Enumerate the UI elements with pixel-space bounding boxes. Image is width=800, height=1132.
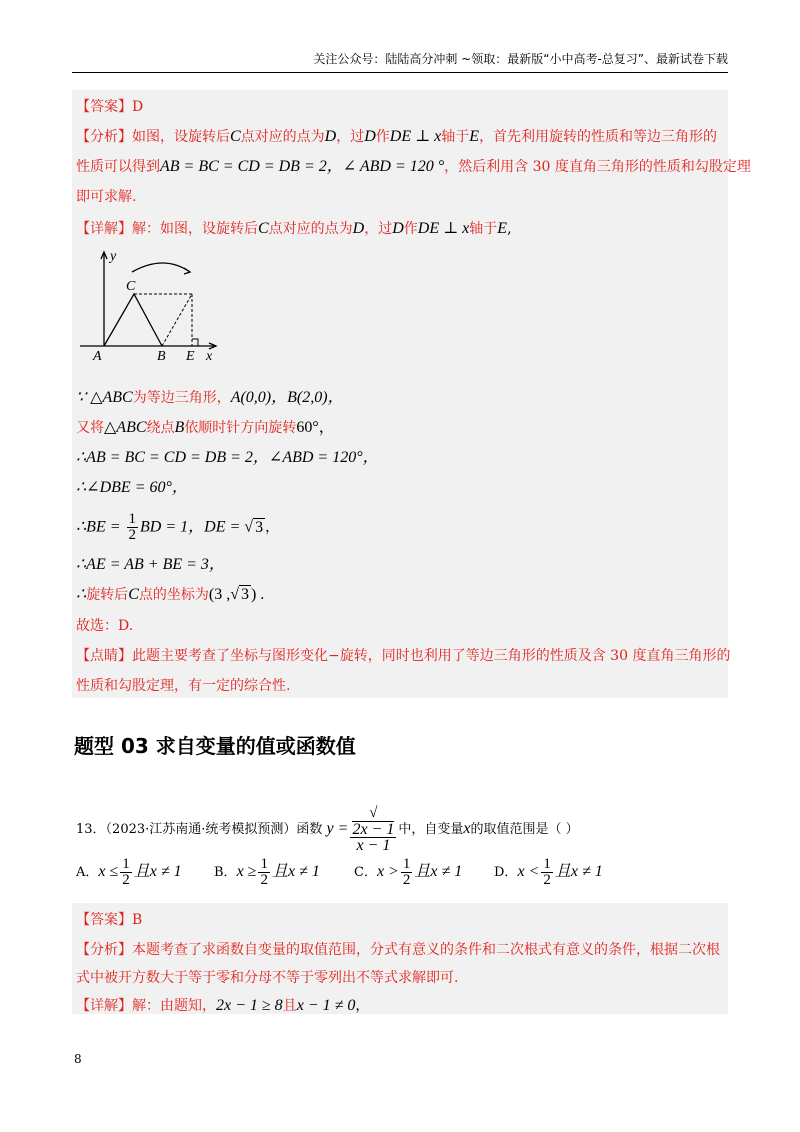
text: 点的坐标为 <box>138 587 209 603</box>
radicand: 3 <box>240 586 249 603</box>
label-c: C <box>126 279 136 294</box>
numerator: 1 <box>543 856 551 872</box>
text: ，首先利用旋转的性质和等边三角形的 <box>479 129 718 145</box>
answer-value: D <box>132 99 144 115</box>
text: 性质和勾股定理，有一定的综合性. <box>76 678 291 694</box>
text: ，过 <box>364 221 393 237</box>
math-de-perp-x: DE ⊥ x <box>417 220 470 237</box>
text: 为等边三角形， <box>132 390 231 406</box>
detail-tag: 【详解】 <box>76 998 132 1014</box>
math-c: C <box>258 220 269 237</box>
math: y = <box>326 820 349 837</box>
page-header <box>72 50 728 73</box>
fraction <box>127 512 139 543</box>
math: ∵ △ABC <box>76 389 133 406</box>
numerator: 1 <box>128 511 137 527</box>
sqrt: √ 3 <box>230 586 249 603</box>
choose-line <box>76 616 726 636</box>
text: 且 <box>282 998 297 1014</box>
rotation-arc-arrow <box>184 268 190 274</box>
rotation-arc <box>132 263 190 272</box>
q12-analysis-line-3 <box>76 187 726 207</box>
math: 2x − 1 ≥ 8 <box>216 997 283 1014</box>
math: C <box>128 586 139 603</box>
math: ∴∠DBE = 60°， <box>76 479 188 496</box>
math: B <box>174 419 185 436</box>
math: ) . <box>250 586 265 603</box>
label-b: B <box>157 349 166 364</box>
analysis-tag: 【分析】 <box>76 129 132 145</box>
option-label: C． <box>354 865 377 880</box>
numerator: 1 <box>260 856 268 872</box>
math-e: E <box>497 220 508 237</box>
text: 如图，设旋转后 <box>132 129 230 145</box>
q12-analysis-line-1 <box>76 127 726 147</box>
text: 此题主要考查了坐标与图形变化−旋转，同时也利用了等边三角形的性质及含 30 度直角三角形的 <box>132 648 731 664</box>
q13-detail <box>76 996 726 1016</box>
option-c[interactable] <box>354 855 494 890</box>
label-a: A <box>93 349 102 364</box>
text: 绕点 <box>146 420 175 436</box>
q13-analysis-line-1 <box>76 940 726 960</box>
math: BD = 1， <box>140 518 205 536</box>
option-label: B． <box>214 865 237 880</box>
q13-analysis-line-2 <box>76 968 726 988</box>
text: 13．（2023·江苏南通·统考模拟预测）函数 <box>76 822 323 837</box>
math: ∴AB = BC = CD = DB = 2 <box>76 449 253 466</box>
math: A(0,0)，B(2,0)， <box>230 389 344 406</box>
text: 故选：D. <box>76 618 134 634</box>
denominator: 2 <box>402 872 411 888</box>
analysis-tag: 【分析】 <box>76 942 132 958</box>
numerator: √ 2x − 1 <box>352 805 395 838</box>
math: ∴BE = <box>76 518 125 536</box>
denominator: x − 1 <box>356 837 391 854</box>
q12-answer <box>76 97 726 117</box>
math: △ABC <box>104 419 147 436</box>
text: 又将 <box>76 420 104 436</box>
math: ∴AE = AB + BE = 3， <box>76 556 225 573</box>
label-y: y <box>110 249 117 264</box>
math-e: E <box>469 128 480 145</box>
text: 作 <box>403 221 418 237</box>
triangle-abc <box>104 294 162 346</box>
text: 点对应的点为 <box>240 129 325 145</box>
step-5 <box>76 512 726 543</box>
text: 即可求解. <box>76 189 137 205</box>
answer-tag: 【答案】 <box>76 99 132 115</box>
radicand: 2x − 1 <box>352 821 395 838</box>
numerator: 1 <box>402 856 411 872</box>
text: ，过 <box>336 129 365 145</box>
fraction <box>120 857 132 888</box>
option-b[interactable] <box>214 855 354 890</box>
q12-detail-line-1: 【详解】解：如图，设旋转后C点对应的点为D，过D作DE ⊥ x轴于E, <box>76 220 512 237</box>
math-angle: ，∠ ABD = 120 ° <box>326 158 445 175</box>
option-math: 且x ≠ 1 <box>554 863 603 880</box>
text: 作 <box>375 129 390 145</box>
comment-tag: 【点睛】 <box>76 648 132 664</box>
option-math: 且x ≠ 1 <box>271 863 320 880</box>
therefore: ∴ <box>76 586 87 603</box>
q13-stem <box>76 806 726 853</box>
header-text: 关注公众号：陆陆高分冲刺 ~领取：最新版“小中高考-总复习”、最新试卷下载 <box>313 52 728 66</box>
math: x <box>463 820 471 837</box>
math-d: D <box>324 128 337 145</box>
dashed-bd <box>162 294 192 346</box>
option-label: D． <box>494 865 518 880</box>
option-d[interactable] <box>494 855 603 890</box>
text: ， <box>265 519 280 536</box>
page-number: 8 <box>74 1052 82 1066</box>
math: ，∠ABD = 120°， <box>252 449 379 466</box>
option-a[interactable] <box>76 855 214 890</box>
comment-line-2 <box>76 676 726 696</box>
step-4 <box>76 478 726 498</box>
option-math: 且x ≠ 1 <box>133 863 182 880</box>
option-math: x > <box>376 863 399 880</box>
denominator: 2 <box>543 872 551 888</box>
q12-analysis-line-2 <box>76 157 751 177</box>
math-equalities: AB = BC = CD = DB = 2 <box>160 158 327 175</box>
step-1 <box>76 388 726 408</box>
detail-tag: 【详解】 <box>76 221 132 237</box>
math-de-perp-x: DE ⊥ x <box>389 128 442 145</box>
step-3 <box>76 448 726 468</box>
math: DE = <box>204 518 245 536</box>
sqrt: √ 3 <box>244 518 264 536</box>
q13-answer <box>76 910 726 930</box>
math-d: D <box>352 220 365 237</box>
function-fraction <box>350 806 396 853</box>
answer-tag: 【答案】 <box>76 912 132 928</box>
right-angle-mark <box>192 339 198 346</box>
denominator: 2 <box>128 527 137 543</box>
text: 解：由题知， <box>132 998 216 1014</box>
option-math: x ≥ <box>236 863 257 880</box>
rotation-figure <box>76 246 236 364</box>
math-c: C <box>230 128 241 145</box>
radicand: 3 <box>255 518 264 536</box>
text: 本题考查了求函数自变量的取值范围，分式有意义的条件和二次根式有意义的条件，根据二次根 <box>132 942 720 958</box>
text: 点对应的点为 <box>268 221 353 237</box>
text: 轴于 <box>469 221 498 237</box>
step-6 <box>76 555 726 575</box>
answer-value: B <box>132 912 143 928</box>
text: 式中被开方数大于等于零和分母不等于零列出不等式求解即可. <box>76 970 459 986</box>
comment-line-1 <box>76 646 731 666</box>
option-math: 且x ≠ 1 <box>414 863 463 880</box>
q13-options <box>76 855 726 890</box>
math-d: D <box>364 128 376 145</box>
text: 解：如图，设旋转后 <box>132 221 258 237</box>
text: 旋转后 <box>86 587 129 603</box>
text: 性质可以得到 <box>76 159 160 175</box>
label-e: E <box>186 349 195 364</box>
option-math: x < <box>517 863 540 880</box>
label-x: x <box>206 349 213 364</box>
denominator: 2 <box>122 872 130 888</box>
text: 轴于 <box>441 129 470 145</box>
numerator: 1 <box>122 856 130 872</box>
option-math: x ≤ <box>98 863 119 880</box>
section-title: 题型 03 求自变量的值或函数值 <box>74 734 356 758</box>
fraction <box>258 857 270 888</box>
option-label: A． <box>76 865 99 880</box>
math-d: D <box>392 220 404 237</box>
denominator: 2 <box>260 872 268 888</box>
text: 依顺时针方向旋转 <box>184 420 297 436</box>
fraction <box>541 857 553 888</box>
text: ， <box>355 998 370 1014</box>
math: 60°， <box>296 419 335 436</box>
math: x − 1 ≠ 0 <box>296 997 356 1014</box>
step-2 <box>76 418 726 438</box>
text: 中，自变量 <box>398 822 464 837</box>
math: (3 , <box>208 586 231 603</box>
fraction <box>401 857 413 888</box>
step-7 <box>76 585 726 605</box>
text: 的取值范围是（ ） <box>470 822 579 837</box>
text: ，然后利用含 30 度直角三角形的性质和勾股定理 <box>444 159 751 175</box>
